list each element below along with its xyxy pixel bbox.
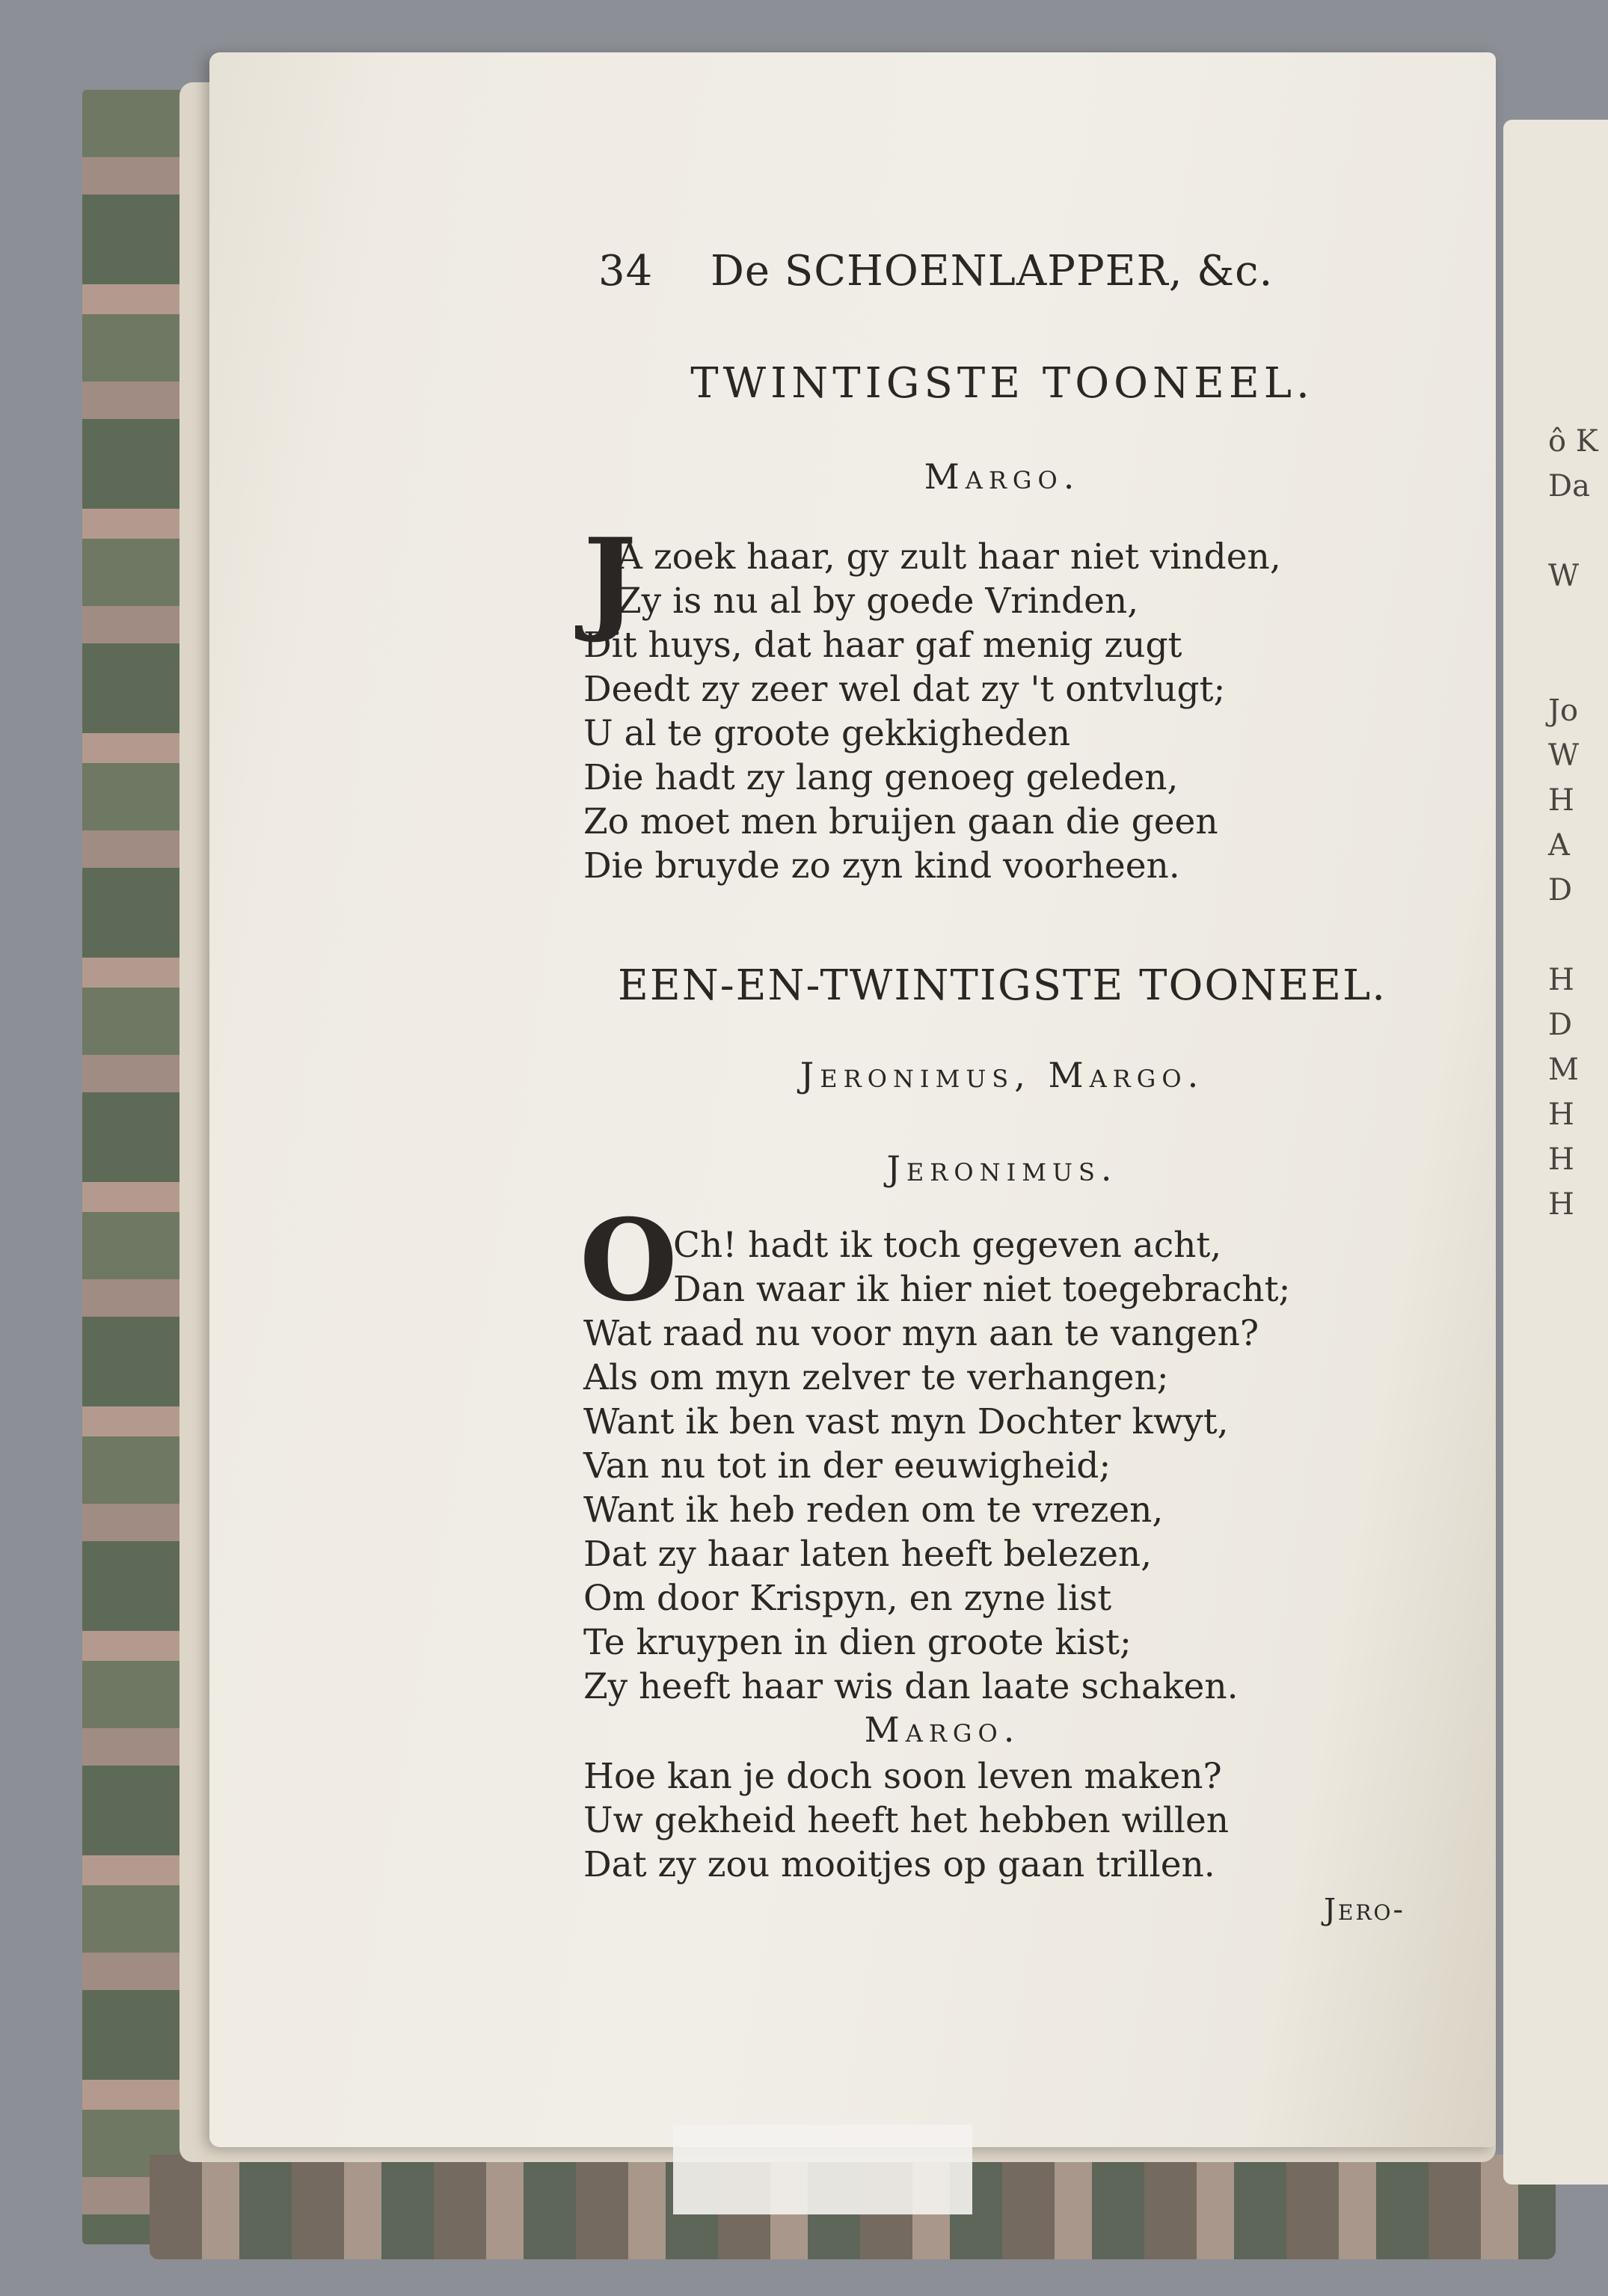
verse-scene20 [583, 535, 1406, 888]
speaker-margo-2: Margo. [864, 1709, 1021, 1750]
dropcap-j: J [583, 514, 636, 646]
verse-line: Want ik heb reden om te vrezen, [583, 1490, 1164, 1531]
verse-line: Om door Krispyn, en zyne list [583, 1578, 1112, 1619]
verse-line: Uw gekheid heeft het hebben willen [583, 1800, 1230, 1841]
verse-line: Zy is nu al by goede Vrinden, [617, 581, 1139, 622]
verse-line: Wat raad nu voor myn aan te vangen? [583, 1313, 1259, 1354]
verse-line: Zo moet men bruijen gaan die geen [583, 801, 1218, 842]
paper-slip [673, 2125, 972, 2214]
facing-page [1503, 120, 1608, 2185]
verse-line: Dan waar ik hier niet toegebracht; [673, 1269, 1291, 1310]
dramatis-personae: Jeronimus, Margo. [800, 1055, 1205, 1095]
page-header [598, 247, 1346, 296]
verse-line: Deedt zy zeer wel dat zy 't ontvlugt; [583, 669, 1226, 710]
verse-line: Ch! hadt ik toch gegeven acht, [673, 1225, 1222, 1266]
verse-line: Die bruyde zo zyn kind voorheen. [583, 845, 1180, 887]
verse-margo-reply [583, 1754, 1406, 1887]
verse-line: Van nu tot in der eeuwigheid; [583, 1445, 1111, 1487]
facing-page-text: ô K Da W Jo W H A D H D M H H H [1548, 424, 1598, 1222]
scene-title-21: EEN-EN-TWINTIGSTE TOONEEL. [617, 961, 1387, 1010]
verse-line: A zoek haar, gy zult haar niet vinden, [617, 536, 1281, 578]
dropcap-o: O [580, 1195, 678, 1326]
verse-line: Zy heeft haar wis dan laate schaken. [583, 1666, 1239, 1707]
catchword: Jero- [1324, 1893, 1406, 1927]
speaker-jeronimus: Jeronimus. [886, 1148, 1118, 1189]
verse-line: Want ik ben vast myn Dochter kwyt, [583, 1401, 1229, 1442]
page-number: 34 [598, 247, 654, 296]
verse-line: U al te groote gekkigheden [583, 713, 1071, 754]
verse-line: Hoe kan je doch soon leven maken? [583, 1756, 1222, 1797]
verse-line: Als om myn zelver te verhangen; [583, 1357, 1169, 1398]
verse-line: Te kruypen in dien groote kist; [583, 1622, 1132, 1663]
verse-scene21 [583, 1223, 1406, 1709]
verse-line: Dat zy haar laten heeft belezen, [583, 1534, 1153, 1575]
verse-line: Dit huys, dat haar gaf menig zugt [583, 625, 1182, 666]
running-title: De SCHOENLAPPER, &c. [711, 247, 1274, 296]
verse-line: Dat zy zou mooitjes op gaan trillen. [583, 1844, 1215, 1885]
scene-title-20: TWINTIGSTE TOONEEL. [690, 359, 1314, 408]
speaker-margo: Margo. [924, 456, 1081, 497]
verse-line: Die hadt zy lang genoeg geleden, [583, 757, 1179, 798]
